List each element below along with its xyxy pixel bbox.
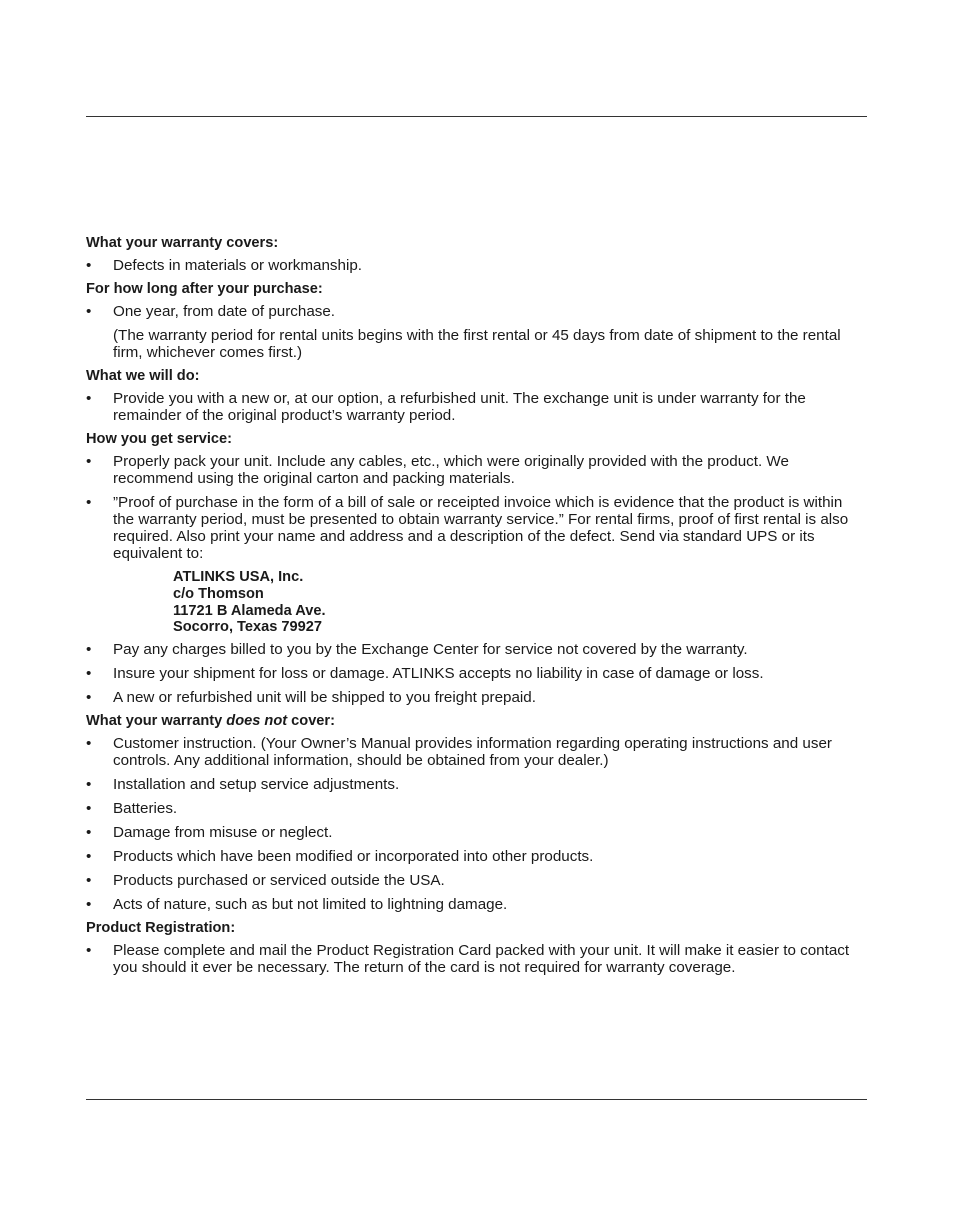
heading-emphasis: does not [226,713,288,730]
section-heading: What we will do: [86,368,200,384]
bullet-icon: • [86,689,92,707]
rental-note: (The warranty period for rental units begins with the first rental or 45 days from date of shipment to the rental firm, whichever comes first.) [113,327,841,361]
list-item: • Insure your shipment for loss or damage. ATLINKS accepts no liability in case of damage or loss. [86,665,764,683]
list-item: • Installation and setup service adjustments. [86,776,400,794]
bullet-icon: • [86,665,92,683]
bullet-icon: • [86,800,92,818]
list-item: • ”Proof of purchase in the form of a bill of sale or receipted invoice which is evidence that the product is within the warranty period, must be presented to obtain warranty service.” For rental firms, proof of first rental is also required. Also print your name and address and a description of the defect. Send via standard UPS or its equivalent to: [86,494,849,562]
bullet-icon: • [86,494,92,511]
list-item: • Pay any charges billed to you by the Exchange Center for service not covered by the warranty. [86,641,748,659]
list-item: • Defects in materials or workmanship. [86,257,362,274]
service-address [86,569,867,636]
bullet-icon: • [86,390,92,407]
bullet-icon: • [86,453,92,470]
list-item: • Acts of nature, such as but not limited to lightning damage. [86,896,508,914]
list-item: • Customer instruction. (Your Owner’s Manual provides information regarding operating instructions and user controls. Any additional information, should be obtained from your dealer.) [86,735,832,770]
list-item: • Please complete and mail the Product Registration Card packed with your unit. It will make it easier to contact you should it ever be necessary. The return of the card is not required for warranty coverage. [86,942,850,977]
section-heading: What your warranty covers: [86,235,279,251]
list-item: • Properly pack your unit. Include any cables, etc., which were originally provided with the product. We recommend using the original carton and packing materials. [86,453,789,487]
bullet-icon: • [86,776,92,794]
bullet-icon: • [86,641,92,659]
bullet-icon: • [86,896,92,914]
address-line: Socorro, Texas 79927 [173,619,322,636]
bullet-icon: • [86,257,92,274]
bullet-icon: • [86,735,92,753]
address-line: ATLINKS USA, Inc. [173,569,304,585]
address-line: c/o Thomson [173,585,264,602]
bullet-icon: • [86,303,92,320]
list-item: • Provide you with a new or, at our option, a refurbished unit. The exchange unit is under warranty for the remainder of the original product’s warranty period. [86,390,806,424]
list-item: • A new or refurbished unit will be shipped to you freight prepaid. [86,689,536,707]
list-item: • Products which have been modified or incorporated into other products. [86,848,594,866]
bottom-rule [86,1099,867,1100]
list-item: • Products purchased or serviced outside the USA. [86,872,445,890]
list-item: • One year, from date of purchase. [86,303,336,320]
section-heading: Product Registration: [86,920,236,937]
bullet-icon: • [86,942,92,960]
bullet-icon: • [86,824,92,842]
section-heading: What your warranty does not cover: [86,713,335,730]
list-item: • Damage from misuse or neglect. [86,824,333,842]
address-line: 11721 B Alameda Ave. [173,602,326,619]
section-heading: For how long after your purchase: [86,281,323,297]
bullet-icon: • [86,872,92,890]
top-rule [86,116,867,117]
bullet-icon: • [86,848,92,866]
list-item: • Batteries. [86,800,178,818]
section-heading: How you get service: [86,431,232,447]
warranty-content [86,235,867,976]
